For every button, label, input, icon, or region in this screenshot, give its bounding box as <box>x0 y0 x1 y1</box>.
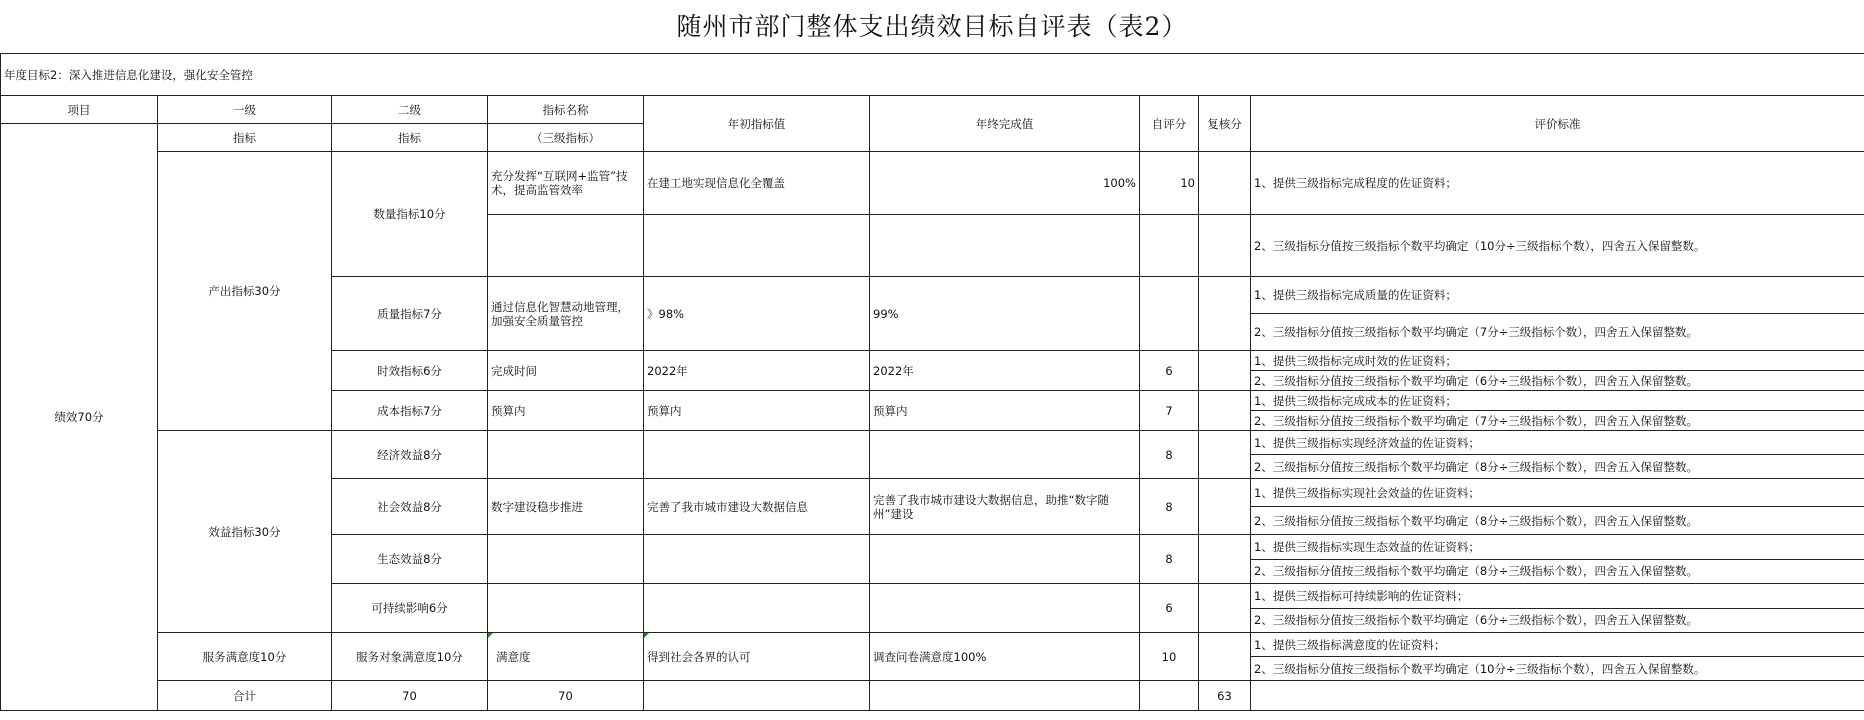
indicator-name: 数字建设稳步推进 <box>488 479 644 535</box>
criteria-line: 1、提供三级指标实现生态效益的佐证资料； <box>1254 539 1480 554</box>
header-level1: 一级 <box>158 96 332 124</box>
review-score <box>1199 391 1251 431</box>
evaluation-criteria <box>1251 152 1864 215</box>
criteria-line: 2、三级指标分值按三级指标个数平均确定（10分÷三级指标个数），四舍五入保留整数。 <box>1254 238 1706 253</box>
goal-row <box>1 54 1864 96</box>
review-score <box>1199 152 1251 215</box>
total-empty <box>1140 681 1199 711</box>
criteria-line: 2、三级指标分值按三级指标个数平均确定（8分÷三级指标个数），四舍五入保留整数。 <box>1251 454 1864 478</box>
final-value <box>870 584 1140 633</box>
initial-value: 》98% <box>644 277 870 351</box>
review-score <box>1199 633 1251 681</box>
indicator-name: 通过信息化智慧动地管理，加强安全质量管控 <box>488 277 644 351</box>
review-score <box>1199 479 1251 535</box>
final-value <box>870 431 1140 479</box>
table-row <box>1 431 1864 479</box>
indicator-name: 预算内 <box>488 391 644 431</box>
header-project: 项目 <box>1 96 158 124</box>
criteria-line: 2、三级指标分值按三级指标个数平均确定（6分÷三级指标个数），四舍五入保留整数。 <box>1251 608 1864 633</box>
self-score: 6 <box>1140 351 1199 391</box>
self-score: 8 <box>1140 431 1199 479</box>
evaluation-criteria <box>1251 535 1864 584</box>
header-initial-value: 年初指标值 <box>644 96 870 152</box>
self-score <box>1140 277 1199 351</box>
final-value: 调查问卷满意度100% <box>870 633 1140 681</box>
annual-goal: 年度目标2：深入推进信息化建设，强化安全管控 <box>1 54 1864 96</box>
header-level2-sub: 指标 <box>332 124 488 152</box>
self-score: 8 <box>1140 535 1199 584</box>
table-row <box>1 152 1864 215</box>
evaluation-criteria <box>1251 351 1864 391</box>
total-label: 合计 <box>158 681 332 711</box>
total-row <box>1 681 1864 711</box>
evaluation-criteria <box>1251 584 1864 633</box>
criteria-line: 1、提供三级指标完成成本的佐证资料； <box>1254 393 1457 408</box>
final-value: 预算内 <box>870 391 1140 431</box>
criteria-line: 1、提供三级指标完成时效的佐证资料； <box>1254 353 1457 368</box>
evaluation-criteria <box>1251 633 1864 681</box>
criteria-line: 1、提供三级指标实现经济效益的佐证资料； <box>1254 435 1480 450</box>
initial-value <box>644 431 870 479</box>
level2-indicator: 社会效益8分 <box>332 479 488 535</box>
criteria-line: 1、提供三级指标满意度的佐证资料； <box>1254 637 1446 652</box>
evaluation-criteria <box>1251 391 1864 431</box>
criteria-line: 2、三级指标分值按三级指标个数平均确定（7分÷三级指标个数），四舍五入保留整数。 <box>1251 313 1864 350</box>
indicator-name <box>488 431 644 479</box>
total-level1: 70 <box>332 681 488 711</box>
total-score: 63 <box>1199 681 1251 711</box>
self-score: 7 <box>1140 391 1199 431</box>
level2-indicator: 服务对象满意度10分 <box>332 633 488 681</box>
final-value: 99% <box>870 277 1140 351</box>
criteria-line: 1、提供三级指标完成质量的佐证资料； <box>1254 288 1457 302</box>
header-review-score: 复核分 <box>1199 96 1251 152</box>
initial-value: 2022年 <box>644 351 870 391</box>
level2-indicator: 经济效益8分 <box>332 431 488 479</box>
final-value <box>870 215 1140 277</box>
level1-satisfaction: 服务满意度10分 <box>158 633 332 681</box>
self-score: 10 <box>1140 152 1199 215</box>
criteria-line: 1、提供三级指标完成程度的佐证资料； <box>1254 176 1457 190</box>
evaluation-criteria <box>1251 431 1864 479</box>
review-score <box>1199 215 1251 277</box>
total-empty <box>1251 681 1864 711</box>
total-level2: 70 <box>488 681 644 711</box>
criteria-line: 1、提供三级指标可持续影响的佐证资料； <box>1254 588 1469 603</box>
header-indicator-name: 指标名称 <box>488 96 644 124</box>
criteria-line: 2、三级指标分值按三级指标个数平均确定（6分÷三级指标个数），四舍五入保留整数。 <box>1251 370 1864 390</box>
page-title: 随州市部门整体支出绩效目标自评表（表2） <box>676 12 1188 41</box>
initial-value <box>644 215 870 277</box>
level2-indicator: 成本指标7分 <box>332 391 488 431</box>
indicator-name: 充分发挥“互联网+监管”技术，提高监管效率 <box>488 152 644 215</box>
header-final-value: 年终完成值 <box>870 96 1140 152</box>
criteria-line: 2、三级指标分值按三级指标个数平均确定（8分÷三级指标个数），四舍五入保留整数。 <box>1251 559 1864 584</box>
indicator-name <box>488 535 644 584</box>
header-criteria: 评价标准 <box>1251 96 1864 152</box>
self-score: 6 <box>1140 584 1199 633</box>
table-row <box>1 633 1864 681</box>
evaluation-table <box>0 53 1864 711</box>
self-score <box>1140 215 1199 277</box>
final-value: 完善了我市城市建设大数据信息，助推“数字随州”建设 <box>870 479 1140 535</box>
header-level1-sub: 指标 <box>158 124 332 152</box>
initial-value: 得到社会各界的认可 <box>644 633 870 681</box>
final-value: 100% <box>870 152 1140 215</box>
review-score <box>1199 584 1251 633</box>
indicator-name <box>488 584 644 633</box>
review-score <box>1199 277 1251 351</box>
header-row-1 <box>1 96 1864 124</box>
total-empty <box>644 681 870 711</box>
project-performance: 绩效70分 <box>1 124 158 711</box>
self-score: 8 <box>1140 479 1199 535</box>
level1-output: 产出指标30分 <box>158 152 332 431</box>
header-level2: 二级 <box>332 96 488 124</box>
level2-indicator: 可持续影响6分 <box>332 584 488 633</box>
initial-value: 在建工地实现信息化全覆盖 <box>644 152 870 215</box>
indicator-name: 完成时间 <box>488 351 644 391</box>
indicator-name <box>488 215 644 277</box>
final-value: 2022年 <box>870 351 1140 391</box>
level2-indicator: 数量指标10分 <box>332 152 488 277</box>
initial-value: 预算内 <box>644 391 870 431</box>
review-score <box>1199 351 1251 391</box>
total-empty <box>870 681 1140 711</box>
level2-indicator: 生态效益8分 <box>332 535 488 584</box>
level2-indicator: 质量指标7分 <box>332 277 488 351</box>
header-self-score: 自评分 <box>1140 96 1199 152</box>
review-score <box>1199 535 1251 584</box>
evaluation-criteria <box>1251 479 1864 535</box>
level2-indicator: 时效指标6分 <box>332 351 488 391</box>
evaluation-criteria <box>1251 277 1864 351</box>
criteria-line: 2、三级指标分值按三级指标个数平均确定（8分÷三级指标个数），四舍五入保留整数。 <box>1251 506 1864 534</box>
self-score: 10 <box>1140 633 1199 681</box>
evaluation-criteria <box>1251 215 1864 277</box>
header-indicator-name-sub: （三级指标） <box>488 124 644 152</box>
indicator-name: 满意度 <box>488 633 644 681</box>
initial-value <box>644 584 870 633</box>
initial-value <box>644 535 870 584</box>
criteria-line: 2、三级指标分值按三级指标个数平均确定（7分÷三级指标个数），四舍五入保留整数。 <box>1251 410 1864 430</box>
level1-benefit: 效益指标30分 <box>158 431 332 633</box>
initial-value: 完善了我市城市建设大数据信息 <box>644 479 870 535</box>
final-value <box>870 535 1140 584</box>
review-score <box>1199 431 1251 479</box>
criteria-line: 2、三级指标分值按三级指标个数平均确定（10分÷三级指标个数），四舍五入保留整数。 <box>1251 656 1864 680</box>
criteria-line: 1、提供三级指标实现社会效益的佐证资料； <box>1254 485 1480 500</box>
